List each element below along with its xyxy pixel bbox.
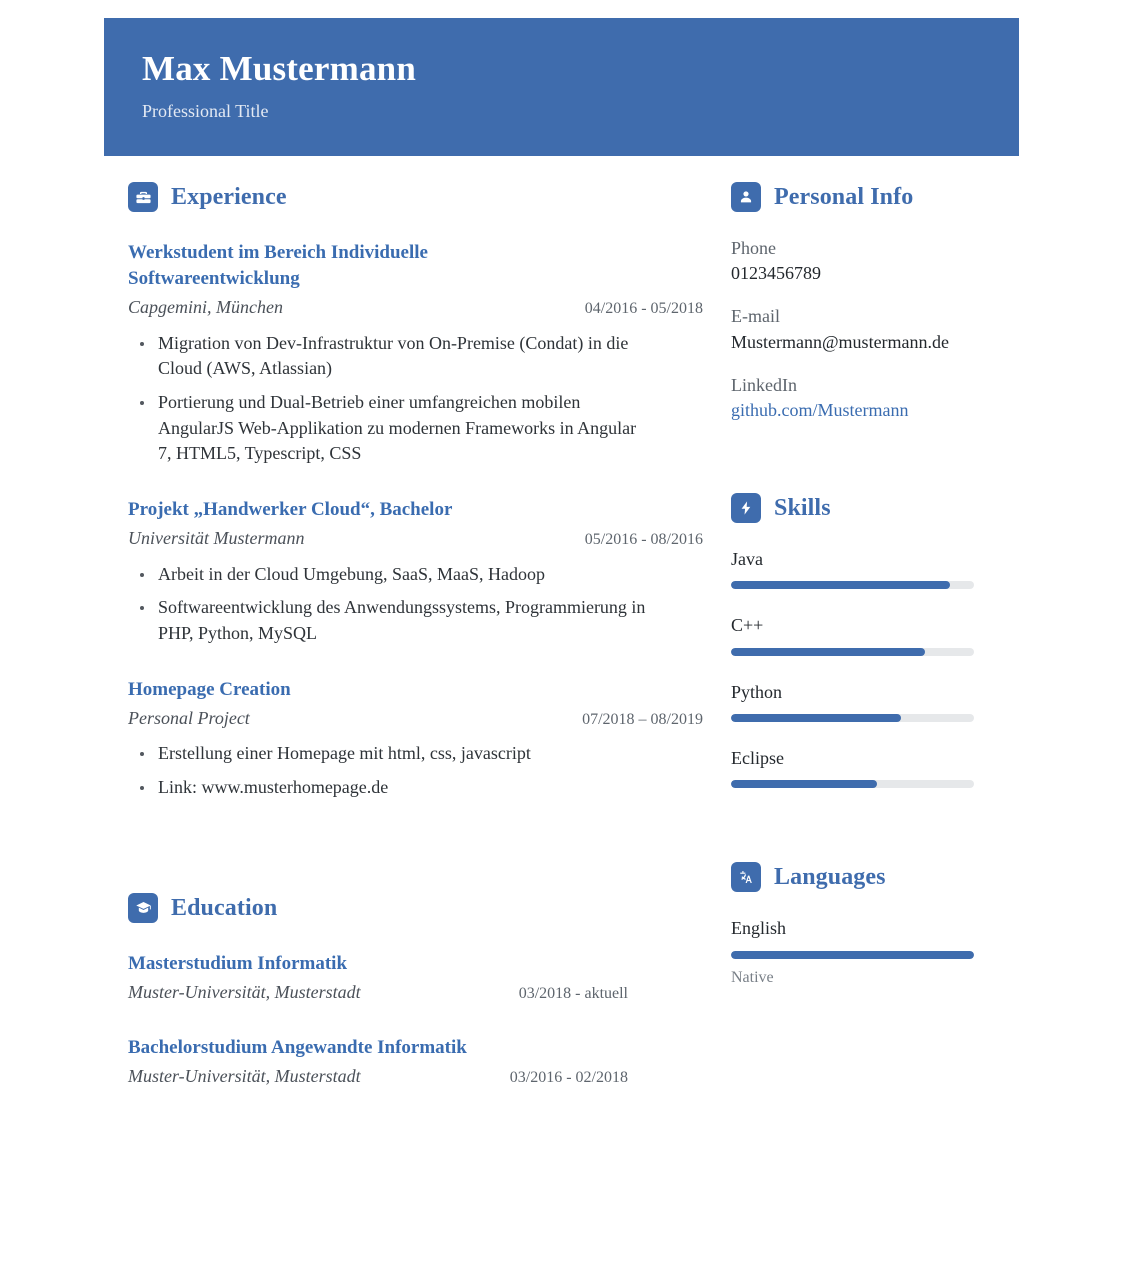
list-item: Link: www.musterhomepage.de [128, 775, 648, 801]
section-spacer [731, 441, 986, 493]
entry-title: Homepage Creation [128, 678, 291, 700]
education-entries [128, 951, 703, 1090]
info-link[interactable]: github.com/Mustermann [731, 400, 909, 421]
language-proficiency: Native [731, 968, 774, 986]
info-item-linkedin [731, 373, 986, 423]
section-languages [731, 862, 986, 986]
info-label: Phone [731, 238, 776, 258]
experience-entries [128, 240, 703, 801]
entry-meta [128, 294, 703, 320]
entry-title: Projekt „Handwerker Cloud“, Bachelor [128, 499, 453, 521]
professional-title: Professional Title [142, 101, 269, 122]
list-item: Migration von Dev-Infrastruktur von On-Premise (Condat) in die Cloud (AWS, Atlassian) [128, 331, 648, 382]
section-spacer [731, 812, 986, 862]
skills-list [731, 547, 986, 788]
lightning-bolt-icon [731, 493, 761, 523]
entry-meta [128, 705, 703, 731]
languages-list [731, 916, 986, 986]
entry-bullets [128, 331, 703, 468]
entry-dates: 03/2018 - aktuell [518, 984, 628, 1002]
info-item-phone [731, 236, 986, 286]
section-education-heading [128, 893, 703, 923]
entry-dates: 07/2018 – 08/2019 [582, 710, 703, 728]
section-personal-info-title: Personal Info [774, 184, 914, 210]
language-name: English [731, 918, 787, 939]
education-entry [128, 951, 703, 1005]
list-item: Erstellung einer Homepage mit html, css, javascript [128, 741, 648, 767]
list-item: Portierung und Dual-Betrieb einer umfangreichen mobilen AngularJS Web-Applikation zu modernen Frameworks in Angular 7, HTML5, Typescript, CSS [128, 390, 648, 467]
skill-bar-fill [731, 714, 901, 722]
graduation-cap-icon [128, 893, 158, 923]
entry-bullets [128, 741, 703, 800]
entry-dates: 05/2016 - 08/2016 [584, 531, 703, 549]
skill-name: Python [731, 681, 783, 702]
entry-title: Bachelorstudium Angewandte Informatik [128, 1036, 467, 1058]
resume-header [104, 18, 1019, 156]
entry-title: Masterstudium Informatik [128, 952, 348, 974]
education-entry [128, 1035, 703, 1089]
person-icon [731, 182, 761, 212]
skill-name: Eclipse [731, 748, 784, 769]
skill-item [731, 547, 986, 589]
section-education-title: Education [171, 894, 278, 921]
page-title: Max Mustermann [142, 49, 417, 88]
section-personal-info-heading [731, 182, 986, 212]
info-item-email [731, 304, 986, 354]
language-bar-track [731, 951, 974, 959]
entry-title: Werkstudent im Bereich Individuelle Softwareentwicklung [128, 242, 428, 290]
skill-item [731, 613, 986, 655]
skill-bar-fill [731, 581, 950, 589]
briefcase-icon [128, 182, 158, 212]
entry-organization: Universität Mustermann [128, 528, 305, 549]
entry-meta [128, 525, 703, 551]
skill-bar-track [731, 581, 974, 589]
personal-info-list [731, 236, 986, 423]
info-label: LinkedIn [731, 374, 797, 395]
entry-dates: 04/2016 - 05/2018 [584, 300, 703, 318]
skill-item [731, 746, 986, 788]
entry-organization: Capgemini, München [128, 297, 283, 318]
skill-bar-track [731, 780, 974, 788]
translate-icon [731, 862, 761, 892]
section-skills-title: Skills [774, 495, 831, 522]
list-item: Softwareentwicklung des Anwendungssystems, Programmierung in PHP, Python, MySQL [128, 595, 648, 646]
left-column [128, 182, 703, 1119]
skill-bar-fill [731, 780, 877, 788]
section-skills [731, 493, 986, 788]
section-languages-title: Languages [774, 864, 886, 891]
skill-bar-track [731, 714, 974, 722]
skill-name: C++ [731, 615, 764, 636]
section-experience-title: Experience [171, 184, 287, 210]
info-value: Mustermann@mustermann.de [731, 331, 950, 352]
skill-bar-track [731, 648, 974, 656]
entry-organization: Personal Project [128, 707, 250, 728]
language-item [731, 916, 986, 986]
section-skills-heading [731, 493, 986, 523]
info-value: 0123456789 [731, 263, 821, 284]
section-experience-heading [128, 182, 703, 212]
skill-item [731, 680, 986, 722]
entry-meta [128, 979, 628, 1005]
entry-organization: Muster-Universität, Musterstadt [128, 981, 361, 1002]
entry-dates: 03/2016 - 02/2018 [509, 1069, 628, 1087]
resume-body [0, 182, 1134, 1119]
entry-bullets [128, 562, 703, 647]
skill-bar-fill [731, 648, 925, 656]
info-label: E-mail [731, 306, 780, 327]
experience-entry [128, 497, 703, 647]
language-bar-fill [731, 951, 974, 959]
section-languages-heading [731, 862, 986, 892]
experience-entry [128, 677, 703, 801]
right-column [731, 182, 986, 1009]
entry-meta [128, 1063, 628, 1089]
section-spacer [128, 831, 703, 893]
list-item: Arbeit in der Cloud Umgebung, SaaS, MaaS, Hadoop [128, 562, 648, 588]
skill-name: Java [731, 549, 763, 570]
experience-entry [128, 240, 703, 467]
entry-organization: Muster-Universität, Musterstadt [128, 1066, 361, 1087]
section-personal-info [731, 182, 986, 423]
